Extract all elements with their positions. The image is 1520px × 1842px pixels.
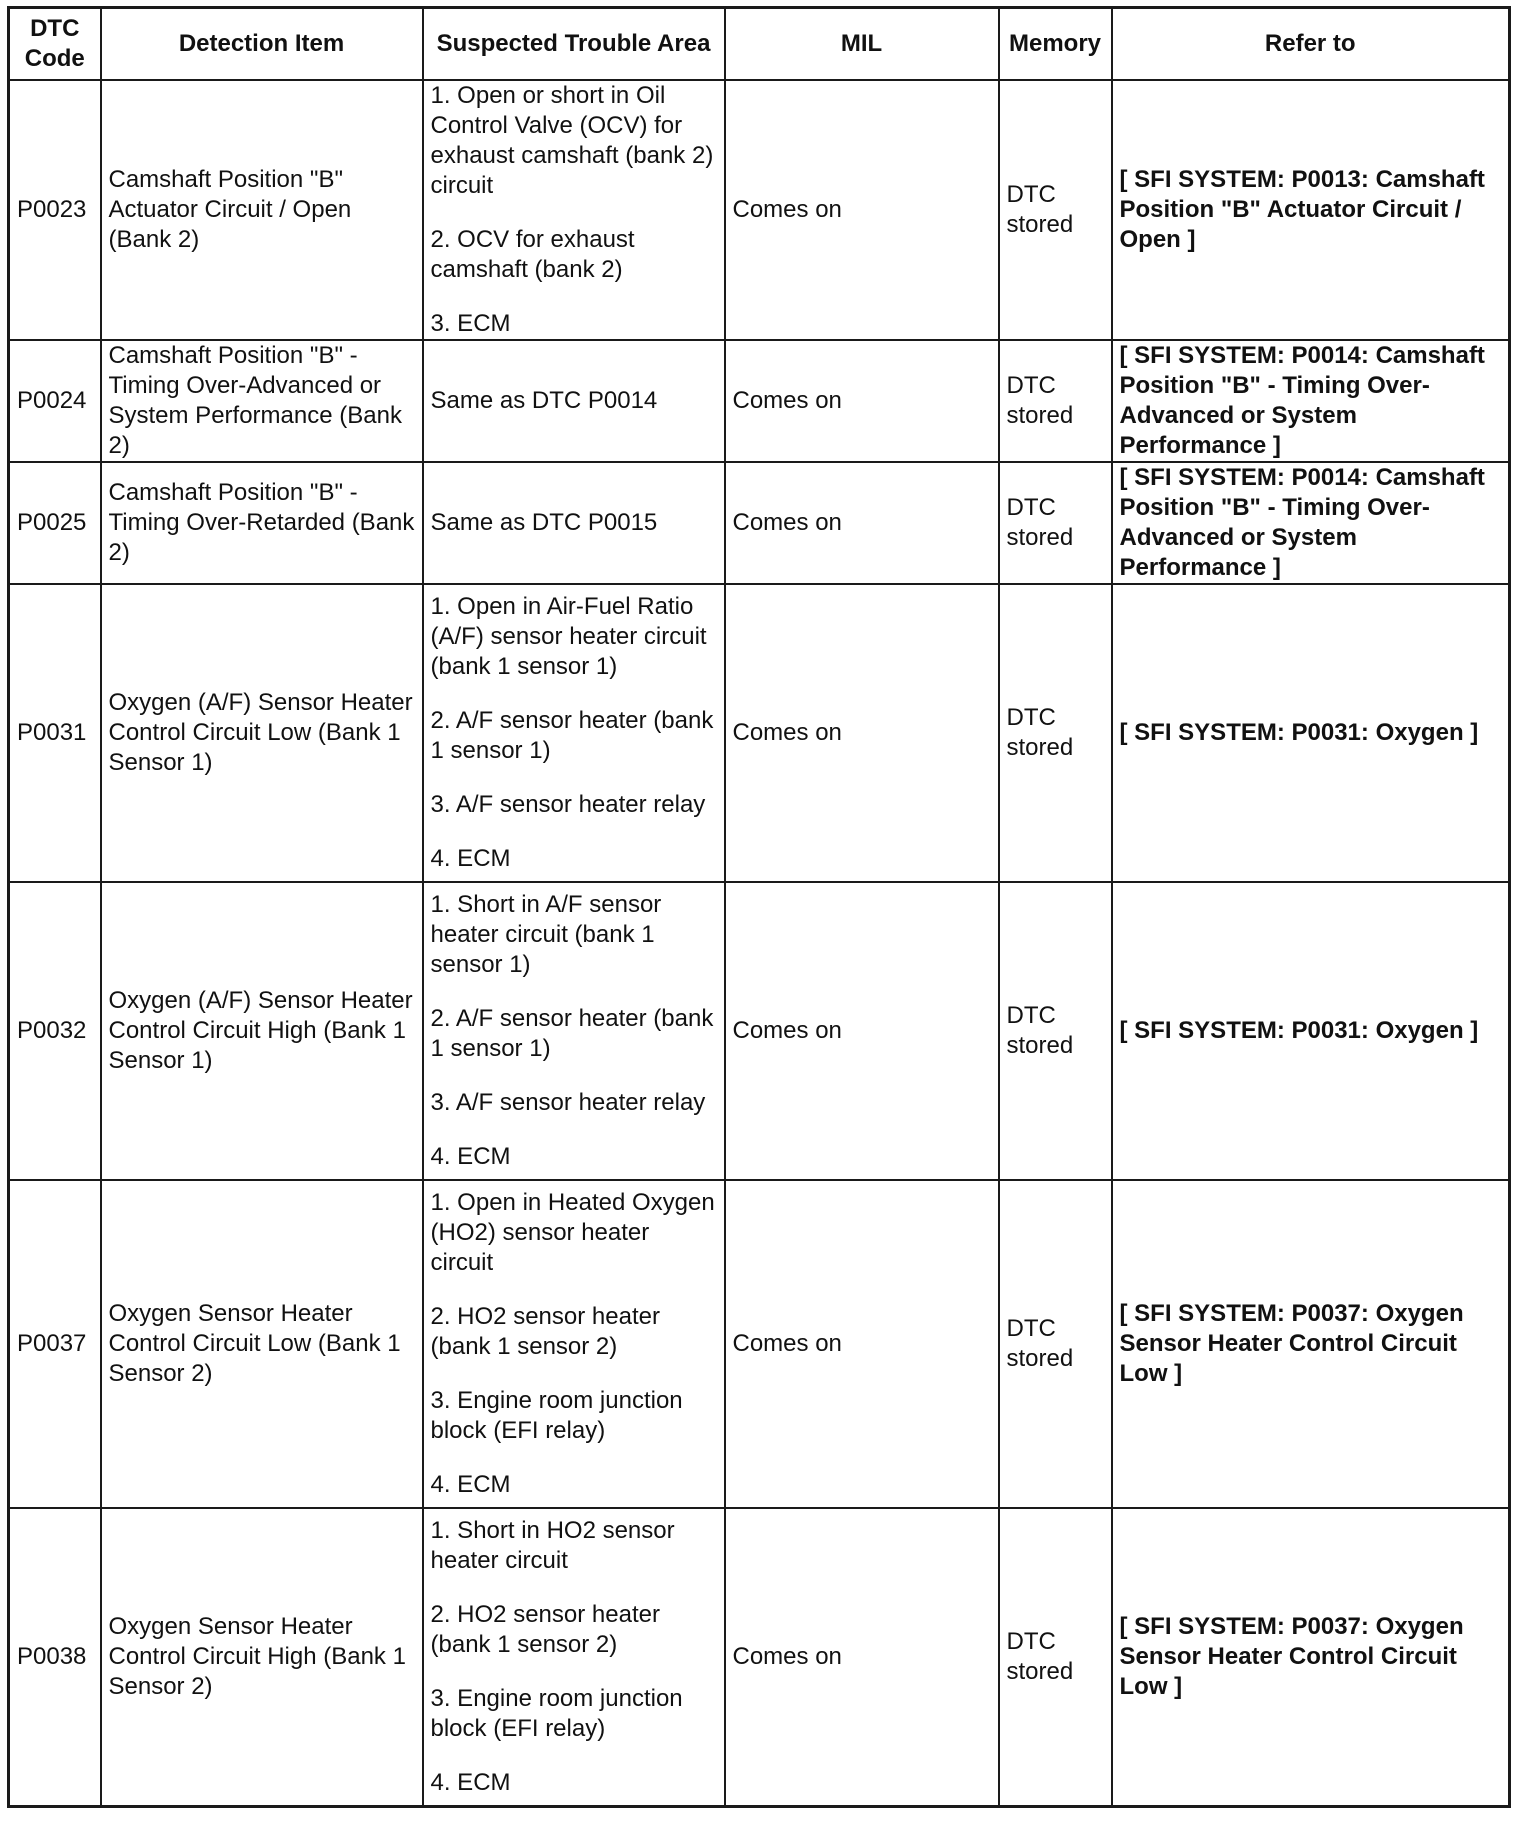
trouble-area-item: 1. Short in HO2 sensor heater circuit — [430, 1516, 675, 1574]
mil-status: Comes on — [725, 882, 999, 1180]
mil-status: Comes on — [725, 80, 999, 340]
detection-item: Oxygen (A/F) Sensor Heater Control Circuit High (Bank 1 Sensor 1) — [101, 882, 423, 1180]
suspected-trouble-area — [423, 1180, 725, 1508]
trouble-area-item: 3. ECM — [430, 310, 511, 337]
trouble-area-item: 2. A/F sensor heater (bank 1 sensor 1) — [430, 707, 714, 764]
trouble-area-item: 4. ECM — [430, 1471, 511, 1498]
suspected-trouble-area — [423, 340, 725, 462]
trouble-area-item: 2. A/F sensor heater (bank 1 sensor 1) — [430, 1005, 714, 1062]
suspected-trouble-area — [423, 584, 725, 882]
table-row — [9, 1508, 1510, 1806]
dtc-code: P0024 — [9, 340, 101, 462]
trouble-area-item: 3. Engine room junction block (EFI relay) — [430, 1684, 683, 1742]
refer-to-link[interactable]: [ SFI SYSTEM: P0031: Oxygen ] — [1112, 882, 1510, 1180]
memory-status: DTC stored — [999, 462, 1112, 584]
refer-to-link[interactable]: [ SFI SYSTEM: P0037: Oxygen Sensor Heater Control Circuit Low ] — [1112, 1180, 1510, 1508]
trouble-area-item: 3. A/F sensor heater relay — [430, 1089, 706, 1116]
refer-to-link[interactable]: [ SFI SYSTEM: P0031: Oxygen ] — [1112, 584, 1510, 882]
detection-item: Oxygen Sensor Heater Control Circuit Low (Bank 1 Sensor 2) — [101, 1180, 423, 1508]
table-row — [9, 340, 1510, 462]
suspected-trouble-area — [423, 882, 725, 1180]
refer-to-link[interactable]: [ SFI SYSTEM: P0013: Camshaft Position "B" Actuator Circuit / Open ] — [1112, 80, 1510, 340]
table-row — [9, 462, 1510, 584]
dtc-code: P0025 — [9, 462, 101, 584]
suspected-trouble-area — [423, 80, 725, 340]
refer-to-link[interactable]: [ SFI SYSTEM: P0014: Camshaft Position "B" - Timing Over-Advanced or System Performance ] — [1112, 462, 1510, 584]
trouble-area-item: Same as DTC P0014 — [430, 387, 658, 414]
trouble-area-item: 2. OCV for exhaust camshaft (bank 2) — [430, 226, 635, 283]
mil-status: Comes on — [725, 584, 999, 882]
table-row — [9, 1180, 1510, 1508]
dtc-code: P0031 — [9, 584, 101, 882]
trouble-area-item: 1. Open or short in Oil Control Valve (OCV) for exhaust camshaft (bank 2) circuit — [430, 82, 714, 199]
memory-status: DTC stored — [999, 80, 1112, 340]
detection-item: Camshaft Position "B" - Timing Over-Advanced or System Performance (Bank 2) — [101, 340, 423, 462]
dtc-code: P0037 — [9, 1180, 101, 1508]
detection-item: Camshaft Position "B" - Timing Over-Retarded (Bank 2) — [101, 462, 423, 584]
memory-status: DTC stored — [999, 1180, 1112, 1508]
detection-item: Oxygen (A/F) Sensor Heater Control Circuit Low (Bank 1 Sensor 1) — [101, 584, 423, 882]
header-dtc-code: DTC Code — [9, 8, 101, 81]
mil-status: Comes on — [725, 1508, 999, 1806]
memory-status: DTC stored — [999, 584, 1112, 882]
suspected-trouble-area — [423, 462, 725, 584]
trouble-area-item: 4. ECM — [430, 845, 511, 872]
trouble-area-item: 3. A/F sensor heater relay — [430, 791, 706, 818]
refer-to-link[interactable]: [ SFI SYSTEM: P0014: Camshaft Position "B" - Timing Over-Advanced or System Performance ] — [1112, 340, 1510, 462]
memory-status: DTC stored — [999, 340, 1112, 462]
dtc-table — [7, 6, 1511, 1808]
mil-status: Comes on — [725, 1180, 999, 1508]
trouble-area-item: 4. ECM — [430, 1143, 511, 1170]
header-suspected-trouble-area: Suspected Trouble Area — [423, 8, 725, 81]
refer-to-link[interactable]: [ SFI SYSTEM: P0037: Oxygen Sensor Heater Control Circuit Low ] — [1112, 1508, 1510, 1806]
suspected-trouble-area — [423, 1508, 725, 1806]
trouble-area-item: 3. Engine room junction block (EFI relay) — [430, 1387, 683, 1444]
header-refer-to: Refer to — [1112, 8, 1510, 81]
trouble-area-item: Same as DTC P0015 — [430, 509, 658, 536]
table-row — [9, 882, 1510, 1180]
dtc-code: P0032 — [9, 882, 101, 1180]
trouble-area-item: 4. ECM — [430, 1768, 511, 1796]
header-memory: Memory — [999, 8, 1112, 81]
table-row — [9, 584, 1510, 882]
dtc-code: P0038 — [9, 1508, 101, 1806]
header-row — [9, 8, 1510, 81]
trouble-area-item: 1. Short in A/F sensor heater circuit (bank 1 sensor 1) — [430, 891, 662, 978]
memory-status: DTC stored — [999, 1508, 1112, 1806]
mil-status: Comes on — [725, 462, 999, 584]
dtc-code: P0023 — [9, 80, 101, 340]
trouble-area-item: 2. HO2 sensor heater (bank 1 sensor 2) — [430, 1303, 660, 1360]
trouble-area-item: 2. HO2 sensor heater (bank 1 sensor 2) — [430, 1600, 660, 1658]
table-row — [9, 80, 1510, 340]
header-mil: MIL — [725, 8, 999, 81]
mil-status: Comes on — [725, 340, 999, 462]
trouble-area-item: 1. Open in Heated Oxygen (HO2) sensor heater circuit — [430, 1189, 715, 1276]
detection-item: Oxygen Sensor Heater Control Circuit High (Bank 1 Sensor 2) — [101, 1508, 423, 1806]
trouble-area-item: 1. Open in Air-Fuel Ratio (A/F) sensor heater circuit (bank 1 sensor 1) — [430, 593, 707, 680]
detection-item: Camshaft Position "B" Actuator Circuit / Open (Bank 2) — [101, 80, 423, 340]
memory-status: DTC stored — [999, 882, 1112, 1180]
header-detection-item: Detection Item — [101, 8, 423, 81]
